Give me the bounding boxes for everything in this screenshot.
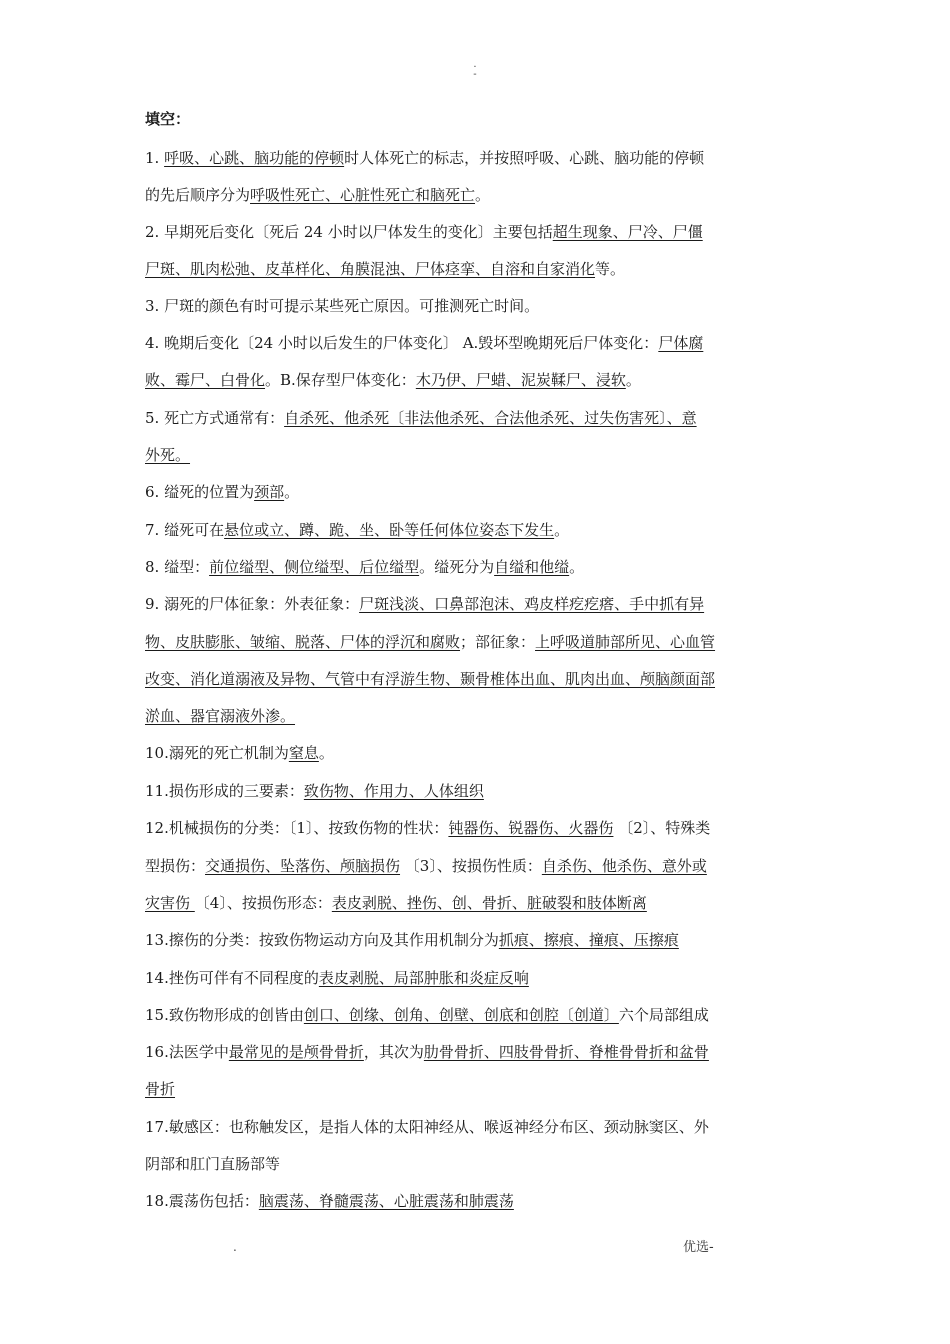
text-line <box>145 482 810 502</box>
text-line <box>145 1042 810 1062</box>
answer-text: 前位缢型、侧位缢型、后位缢型 <box>209 558 420 576</box>
question-text: 1. <box>145 149 165 167</box>
answer-text: 抓痕、擦痕、撞痕、压擦痕 <box>498 931 679 949</box>
question-text: 。 <box>284 483 300 501</box>
question-text: 。 <box>318 744 334 762</box>
answer-text: 窒息 <box>288 744 319 762</box>
question-text: 。 <box>475 186 491 204</box>
text-line <box>145 222 810 242</box>
answer-text: 上呼吸道肺部所见、心血管 <box>535 633 716 651</box>
question-text: 10.溺死的死亡机制为 <box>145 744 289 762</box>
text-line <box>145 557 810 577</box>
answer-text: 呼吸性死亡、心脏性死亡和脑死亡 <box>250 186 476 204</box>
question-text: 8. 缢型： <box>145 558 210 576</box>
text-line <box>145 148 810 168</box>
answer-text: 物、皮肤膨胀、皱缩、脱落、尸体的浮沉和腐败 <box>145 633 461 651</box>
question-text: 11.损伤形成的三要素： <box>145 782 304 800</box>
answer-text: 尸斑浅淡、口鼻部泡沫、鸡皮样疙疙瘩、手中抓有异 <box>359 595 705 613</box>
text-line <box>145 706 810 726</box>
text-line <box>145 520 810 540</box>
answer-text: 交通损伤、坠落伤、颅脑损伤 <box>205 857 401 875</box>
question-text: 〔2〕、特殊类 <box>613 819 711 837</box>
answer-text: 败、霉尸、白骨化 <box>145 371 266 389</box>
answer-text: 最常见的是颅骨骨折 <box>228 1043 364 1061</box>
question-text: 的先后顺序分为 <box>145 186 251 204</box>
question-text: 型损伤： <box>145 857 206 875</box>
text-line <box>145 185 810 205</box>
question-text: 〔3〕、按损伤性质： <box>400 857 542 875</box>
answer-text: 淤血、器官溺液外渗。 <box>145 707 296 725</box>
answer-text: 超生现象、尸冷、尸僵 <box>552 223 703 241</box>
answer-text: 肋骨骨折、四肢骨骨折、脊椎骨骨折和盆骨 <box>423 1043 709 1061</box>
text-line <box>145 594 810 614</box>
question-text: 。缢死分为 <box>419 558 495 576</box>
question-text: ，其次为 <box>363 1043 424 1061</box>
text-line <box>145 968 810 988</box>
answer-text: 悬位或立、蹲、跪、坐、卧等任何体位姿态下发生 <box>224 521 555 539</box>
question-text: 2. 早期死后变化〔死后 24 小时以尸体发生的变化〕主要包括 <box>145 223 553 241</box>
question-text: 时人体死亡的标志，并按照呼吸、心跳、脑功能的停顿 <box>344 149 705 167</box>
answer-text: 自杀死、他杀死〔非法他杀死、合法他杀死、过失伤害死〕、意 <box>284 409 697 427</box>
text-line <box>145 856 810 876</box>
text-line <box>145 1154 810 1174</box>
text-line <box>145 632 810 652</box>
text-line <box>145 370 810 390</box>
question-text: 3. 尸斑的颜色有时可提示某些死亡原因。可推测死亡时间。 <box>145 297 540 315</box>
text-line <box>145 296 810 316</box>
answer-text: 尸斑、肌肉松弛、皮革样化、角膜混浊、尸体痉挛、自溶和自家消化 <box>145 260 596 278</box>
answer-text: 钝器伤、锐器伤、火器伤 <box>448 819 614 837</box>
question-text: 16.法医学中 <box>145 1043 229 1061</box>
question-text: 六个局部组成 <box>618 1006 709 1024</box>
text-line <box>145 1079 810 1099</box>
header-dot: . <box>473 59 477 70</box>
answer-text: 骨折 <box>145 1080 176 1098</box>
text-line <box>145 1005 810 1025</box>
question-text: 9. 溺死的尸体征象：外表征象： <box>145 595 360 613</box>
answer-text: 尸体腐 <box>658 334 704 352</box>
answer-text: 颈部 <box>254 483 285 501</box>
text-line <box>145 1117 810 1137</box>
answer-text: 自缢和他缢 <box>494 558 570 576</box>
header-dash: - <box>473 69 477 80</box>
header-mark <box>460 60 490 80</box>
text-line <box>145 893 810 913</box>
text-line <box>145 781 810 801</box>
question-text: 6. 缢死的位置为 <box>145 483 255 501</box>
question-text: 〔4〕、按损伤形态： <box>194 894 332 912</box>
answer-text: 木乃伊、尸蜡、泥炭鞣尸、浸软 <box>415 371 626 389</box>
text-line <box>145 1191 810 1211</box>
text-line <box>145 930 810 950</box>
question-text: 12.机械损伤的分类：〔1〕、按致伤物的性状： <box>145 819 449 837</box>
text-line <box>145 259 810 279</box>
answer-text: 创口、创缘、创角、创壁、创底和创腔〔创道〕 <box>303 1006 619 1024</box>
question-text: 阴部和肛门直肠部等 <box>145 1155 281 1173</box>
answer-text: 外死。 <box>145 446 191 464</box>
footer-dot: . <box>233 1240 237 1254</box>
text-line <box>145 743 810 763</box>
answer-text: 呼吸、心跳、脑功能的停顿 <box>164 149 345 167</box>
answer-text: 灾害伤 <box>145 894 195 912</box>
question-text: 14.挫伤可伴有不同程度的 <box>145 969 319 987</box>
question-text: 等。 <box>595 260 626 278</box>
text-line <box>145 445 810 465</box>
text-line <box>145 408 810 428</box>
question-text: ；部征象： <box>460 633 536 651</box>
question-text: 。 <box>569 558 585 576</box>
question-text: 18.震荡伤包括： <box>145 1192 259 1210</box>
question-text: 7. 缢死可在 <box>145 521 225 539</box>
answer-text: 改变、消化道溺液及异物、气管中有浮游生物、颞骨椎体出血、肌肉出血、颅脑颜面部 <box>145 670 716 688</box>
question-text: 5. 死亡方式通常有： <box>145 409 285 427</box>
question-text: 17.敏感区：也称触发区，是指人体的太阳神经从、喉返神经分布区、颈动脉窦区、外 <box>145 1118 709 1136</box>
answer-text: 表皮剥脱、挫伤、创、骨折、脏破裂和肢体断离 <box>331 894 647 912</box>
answer-text: 脑震荡、脊髓震荡、心脏震荡和肺震荡 <box>258 1192 514 1210</box>
answer-text: 致伤物、作用力、人体组织 <box>303 782 484 800</box>
question-text: 15.致伤物形成的创皆由 <box>145 1006 304 1024</box>
text-line <box>145 333 810 353</box>
page-heading: 填空： <box>145 110 191 128</box>
question-text: 。 <box>625 371 641 389</box>
question-text: 。B.保存型尸体变化： <box>265 371 416 389</box>
text-line <box>145 818 810 838</box>
question-text: 4. 晚期后变化〔24 小时以后发生的尸体变化〕 A.毁坏型晚期死后尸体变化： <box>145 334 659 352</box>
answer-text: 表皮剥脱、局部肿胀和炎症反响 <box>318 969 529 987</box>
question-text: 13.擦伤的分类：按致伤物运动方向及其作用机制分为 <box>145 931 499 949</box>
answer-text: 自杀伤、他杀伤、意外或 <box>541 857 707 875</box>
question-text: 。 <box>554 521 570 539</box>
footer-label: 优选- <box>683 1240 714 1255</box>
text-line <box>145 669 810 689</box>
